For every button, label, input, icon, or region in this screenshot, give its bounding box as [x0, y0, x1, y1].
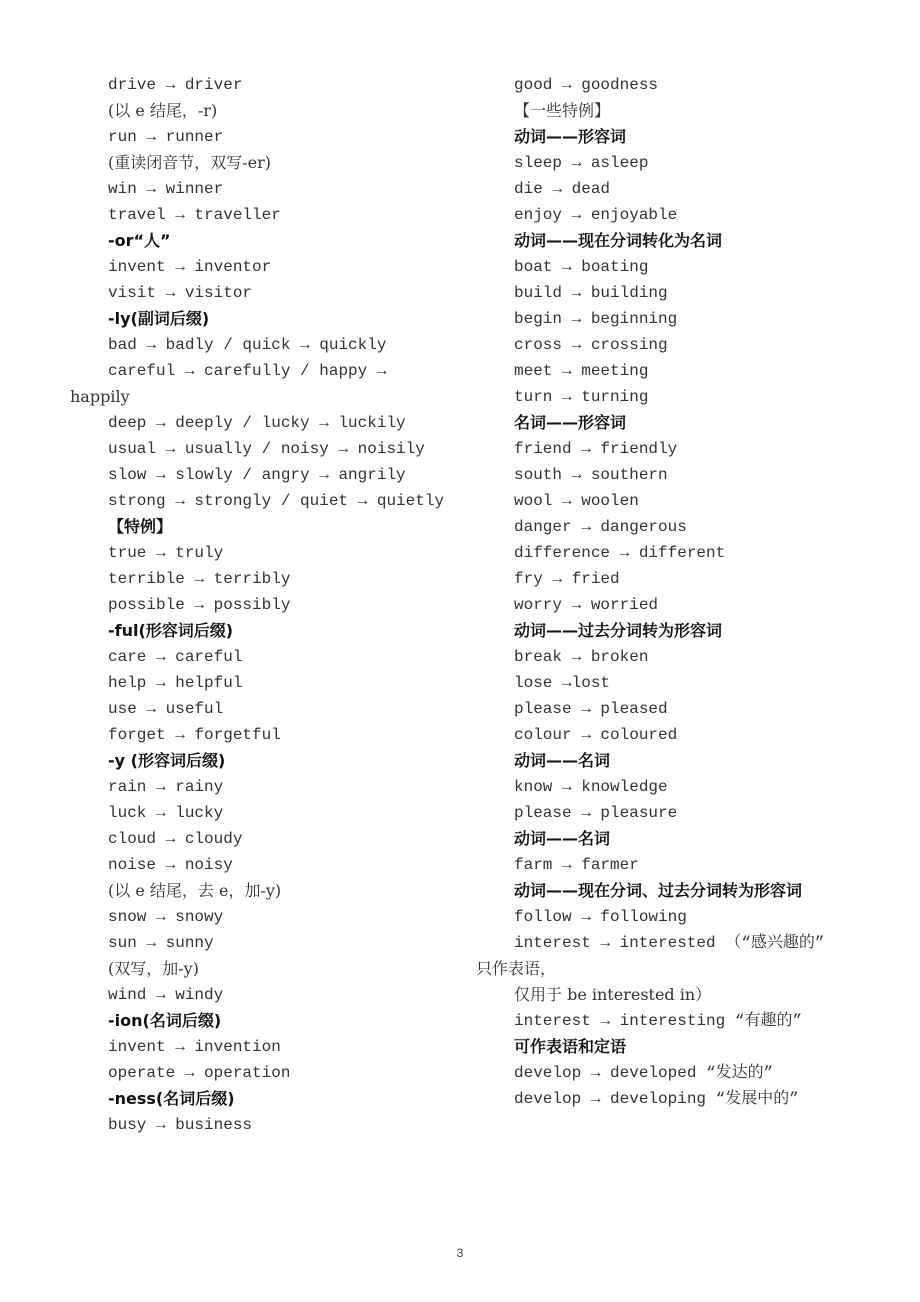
word-entry: wool → woolen — [514, 492, 639, 510]
word-entry: terrible → terribly — [108, 570, 291, 588]
word-entry: difference → different — [514, 544, 726, 562]
section-heading: 名词——形容词 — [514, 413, 627, 432]
word-entry: sleep → asleep — [514, 154, 649, 172]
word-entry: strong → strongly / quiet → quietly — [108, 492, 445, 510]
left-column — [70, 72, 470, 1138]
section-heading: -or“人” — [108, 231, 171, 250]
word-entry: drive → driver — [108, 76, 243, 94]
word-entry: turn → turning — [514, 388, 649, 406]
word-entry: rain → rainy — [108, 778, 224, 796]
word-entry: bad → badly / quick → quickly — [108, 336, 387, 354]
word-entry: sun → sunny — [108, 934, 214, 952]
word-entry: develop → developing “发展中的” — [514, 1090, 799, 1108]
word-entry: build → building — [514, 284, 668, 302]
word-entry: travel → traveller — [108, 206, 281, 224]
word-entry: noise → noisy — [108, 856, 233, 874]
word-entry: friend → friendly — [514, 440, 678, 458]
word-entry: slow → slowly / angry → angrily — [108, 466, 406, 484]
note-line: 仅用于 be interested in） — [514, 985, 712, 1004]
wrapped-line: happily — [70, 387, 130, 406]
page-number: 3 — [456, 1246, 464, 1260]
section-heading: 动词——名词 — [514, 751, 611, 770]
word-entry: begin → beginning — [514, 310, 678, 328]
note-line: 【一些特例】 — [514, 101, 611, 120]
word-entry: good → goodness — [514, 76, 659, 94]
word-entry: possible → possibly — [108, 596, 291, 614]
section-heading: -ful(形容词后缀) — [108, 621, 234, 640]
word-entry: worry → worried — [514, 596, 659, 614]
word-entry: interest → interested （“感兴趣的” — [514, 934, 825, 952]
note-line: (以 e 结尾，-r) — [108, 101, 218, 120]
word-entry: follow → following — [514, 908, 687, 926]
word-entry: lose →lost — [514, 674, 611, 692]
word-entry: wind → windy — [108, 986, 224, 1004]
word-entry: deep → deeply / lucky → luckily — [108, 414, 406, 432]
word-entry: die → dead — [514, 180, 611, 198]
word-entry: true → truly — [108, 544, 224, 562]
word-entry: run → runner — [108, 128, 224, 146]
section-heading: 动词——名词 — [514, 829, 611, 848]
word-entry: usual → usually / noisy → noisily — [108, 440, 425, 458]
word-entry: win → winner — [108, 180, 224, 198]
word-entry: south → southern — [514, 466, 668, 484]
wrapped-line: 只作表语， — [476, 959, 557, 978]
section-heading: -ness(名词后缀) — [108, 1089, 235, 1108]
section-heading: 动词——现在分词转化为名词 — [514, 231, 723, 250]
word-entry: careful → carefully / happy → — [108, 362, 387, 380]
word-entry: enjoy → enjoyable — [514, 206, 678, 224]
section-heading: -ly(副词后缀) — [108, 309, 210, 328]
section-heading: -ion(名词后缀) — [108, 1011, 222, 1030]
word-entry: fry → fried — [514, 570, 620, 588]
word-entry: invent → inventor — [108, 258, 272, 276]
section-heading: 【特例】 — [108, 517, 173, 536]
word-entry: farm → farmer — [514, 856, 639, 874]
word-entry: cloud → cloudy — [108, 830, 243, 848]
word-entry: busy → business — [108, 1116, 253, 1134]
word-entry: help → helpful — [108, 674, 243, 692]
word-entry: meet → meeting — [514, 362, 649, 380]
word-entry: boat → boating — [514, 258, 649, 276]
section-heading: 动词——形容词 — [514, 127, 627, 146]
word-entry: danger → dangerous — [514, 518, 687, 536]
word-entry: care → careful — [108, 648, 243, 666]
section-heading: 动词——过去分词转为形容词 — [514, 621, 723, 640]
note-line: (以 e 结尾，去 e，加-y) — [108, 881, 282, 900]
word-entry: operate → operation — [108, 1064, 291, 1082]
word-entry: use → useful — [108, 700, 224, 718]
word-entry: develop → developed “发达的” — [514, 1064, 774, 1082]
word-entry: luck → lucky — [108, 804, 224, 822]
note-line: (双写，加-y) — [108, 959, 199, 978]
word-entry: snow → snowy — [108, 908, 224, 926]
word-entry: invent → invention — [108, 1038, 281, 1056]
word-entry: cross → crossing — [514, 336, 668, 354]
word-entry: colour → coloured — [514, 726, 678, 744]
word-entry: please → pleasure — [514, 804, 678, 822]
word-entry: know → knowledge — [514, 778, 668, 796]
word-entry: forget → forgetful — [108, 726, 281, 744]
section-heading: 可作表语和定语 — [514, 1037, 627, 1056]
word-entry: break → broken — [514, 648, 649, 666]
right-column — [476, 72, 896, 1112]
word-entry: visit → visitor — [108, 284, 253, 302]
section-heading: 动词——现在分词、过去分词转为形容词 — [514, 881, 803, 900]
word-entry: please → pleased — [514, 700, 668, 718]
section-heading: -y (形容词后缀) — [108, 751, 226, 770]
word-entry: interest → interesting “有趣的” — [514, 1012, 803, 1030]
note-line: (重读闭音节，双写-er) — [108, 153, 272, 172]
